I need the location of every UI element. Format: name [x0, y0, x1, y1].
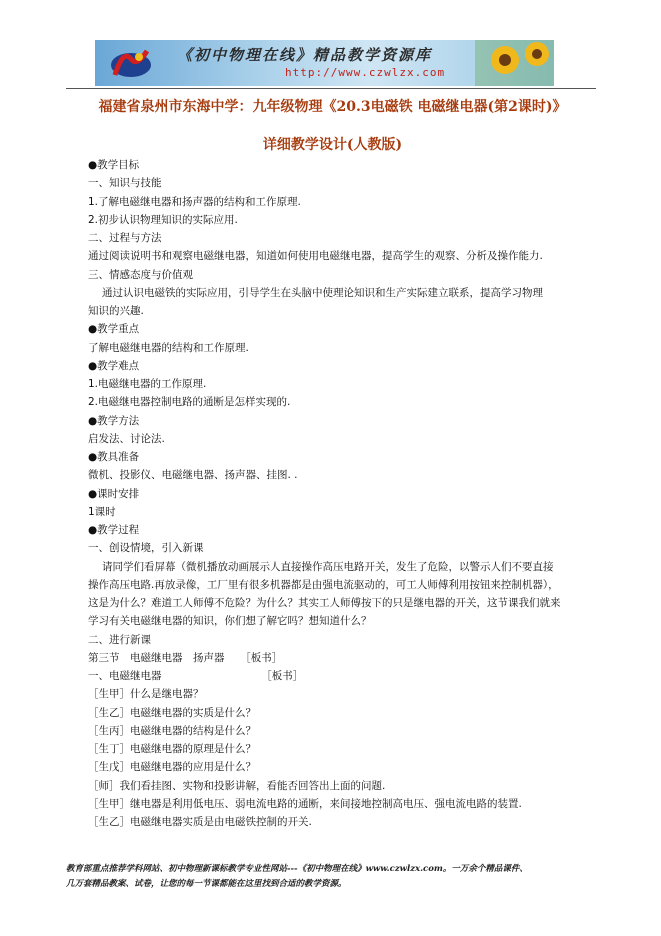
dialogue-line: ［生乙］电磁继电器实质是由电磁铁控制的开关.	[88, 816, 312, 828]
body-line: 这是为什么？难道工人师傅不危险？为什么？其实工人师傅按下的只是继电器的开关，这节课我们就来	[88, 597, 561, 609]
section-heading: ●教具准备	[88, 451, 140, 463]
footer-line: 几万套精品教案、试卷，让您的每一节课都能在这里找到合适的教学资源。	[66, 879, 347, 889]
document-title: 福建省泉州市东海中学：九年级物理《20.3电磁铁 电磁继电器(第2课时)》	[98, 99, 567, 115]
header-banner	[95, 40, 554, 86]
body-line: 请同学们看屏幕（微机播放动画展示人直接操作高压电路开关，发生了危险，以警示人们不要直接	[102, 560, 554, 573]
body-line: 1.了解电磁继电器和扬声器的结构和工作原理.	[88, 195, 301, 208]
subsection-heading: 二、过程与方法	[88, 232, 162, 244]
body-line: 一、电磁继电器 ［板书］	[88, 670, 304, 682]
body-line: 通过阅读说明书和观察电磁继电器，知道如何使用电磁继电器，提高学生的观察、分析及操作能力.	[88, 250, 543, 263]
body-line: 2.电磁继电器控制电路的通断是怎样实现的.	[88, 396, 291, 409]
body-line: 第三节 电磁继电器 扬声器 ［板书］	[88, 651, 283, 664]
dialogue-line: ［生甲］什么是继电器？	[88, 688, 204, 701]
subsection-heading: 二、进行新课	[88, 633, 151, 646]
subsection-heading: 一、知识与技能	[88, 177, 162, 190]
body-line: 了解电磁继电器的结构和工作原理.	[88, 341, 249, 354]
body-line: 微机、投影仪、电磁继电器、扬声器、挂图. .	[88, 469, 298, 482]
document-subtitle: 详细教学设计(人教版)	[262, 137, 403, 153]
subsection-heading: 一、创设情境，引入新课	[88, 542, 204, 555]
dialogue-line: ［生戊］电磁继电器的应用是什么？	[88, 761, 256, 774]
dialogue-line: ［生丁］电磁继电器的原理是什么？	[88, 743, 256, 755]
header-divider	[66, 88, 596, 89]
dialogue-line: ［生丙］电磁继电器的结构是什么？	[88, 724, 256, 737]
body-line: 2.初步认识物理知识的实际应用.	[88, 213, 238, 226]
body-line: 启发法、讨论法.	[88, 432, 165, 445]
section-heading: ●教学重点	[88, 323, 140, 336]
page-footer	[66, 862, 606, 892]
dialogue-line: ［师］我们看挂图、实物和投影讲解，看能否回答出上面的问题.	[88, 779, 386, 792]
body-line: 学习有关电磁继电器的知识，你们想了解它吗？想知道什么？	[88, 615, 372, 628]
footer-line: 教育部重点推荐学科网站、初中物理新课标教学专业性网站---《初中物理在线》www.czwlzx.com。一万余个精品课件、	[66, 864, 528, 874]
dialogue-line: ［生乙］电磁继电器的实质是什么？	[88, 706, 256, 719]
lesson-body	[88, 156, 608, 831]
body-line: 操作高压电路.再放录像，工厂里有很多机器都是由强电流驱动的，可工人师傅利用按钮来控制机器），	[88, 578, 559, 591]
site-logo-icon	[109, 45, 153, 81]
section-heading: ●教学方法	[88, 414, 140, 427]
banner-title: 《初中物理在线》精品教学资源库	[177, 46, 433, 64]
section-heading: ●课时安排	[88, 487, 140, 500]
body-line: 知识的兴趣.	[88, 305, 144, 317]
body-line: 1.电磁继电器的工作原理.	[88, 378, 207, 390]
sunflower-icon	[475, 40, 554, 86]
dialogue-line: ［生甲］继电器是利用低电压、弱电流电路的通断，来间接地控制高电压、强电流电路的装置.	[88, 797, 522, 810]
subsection-heading: 三、情感态度与价值观	[88, 268, 193, 281]
section-heading: ●教学难点	[88, 359, 140, 372]
banner-url[interactable]: http://www.czwlzx.com	[285, 66, 446, 79]
body-line: 1课时	[88, 505, 116, 518]
body-line: 通过认识电磁铁的实际应用，引导学生在头脑中使理论知识和生产实际建立联系，提高学习物理	[102, 286, 543, 299]
section-heading: ●教学过程	[88, 524, 140, 536]
section-heading: ●教学目标	[88, 159, 140, 171]
